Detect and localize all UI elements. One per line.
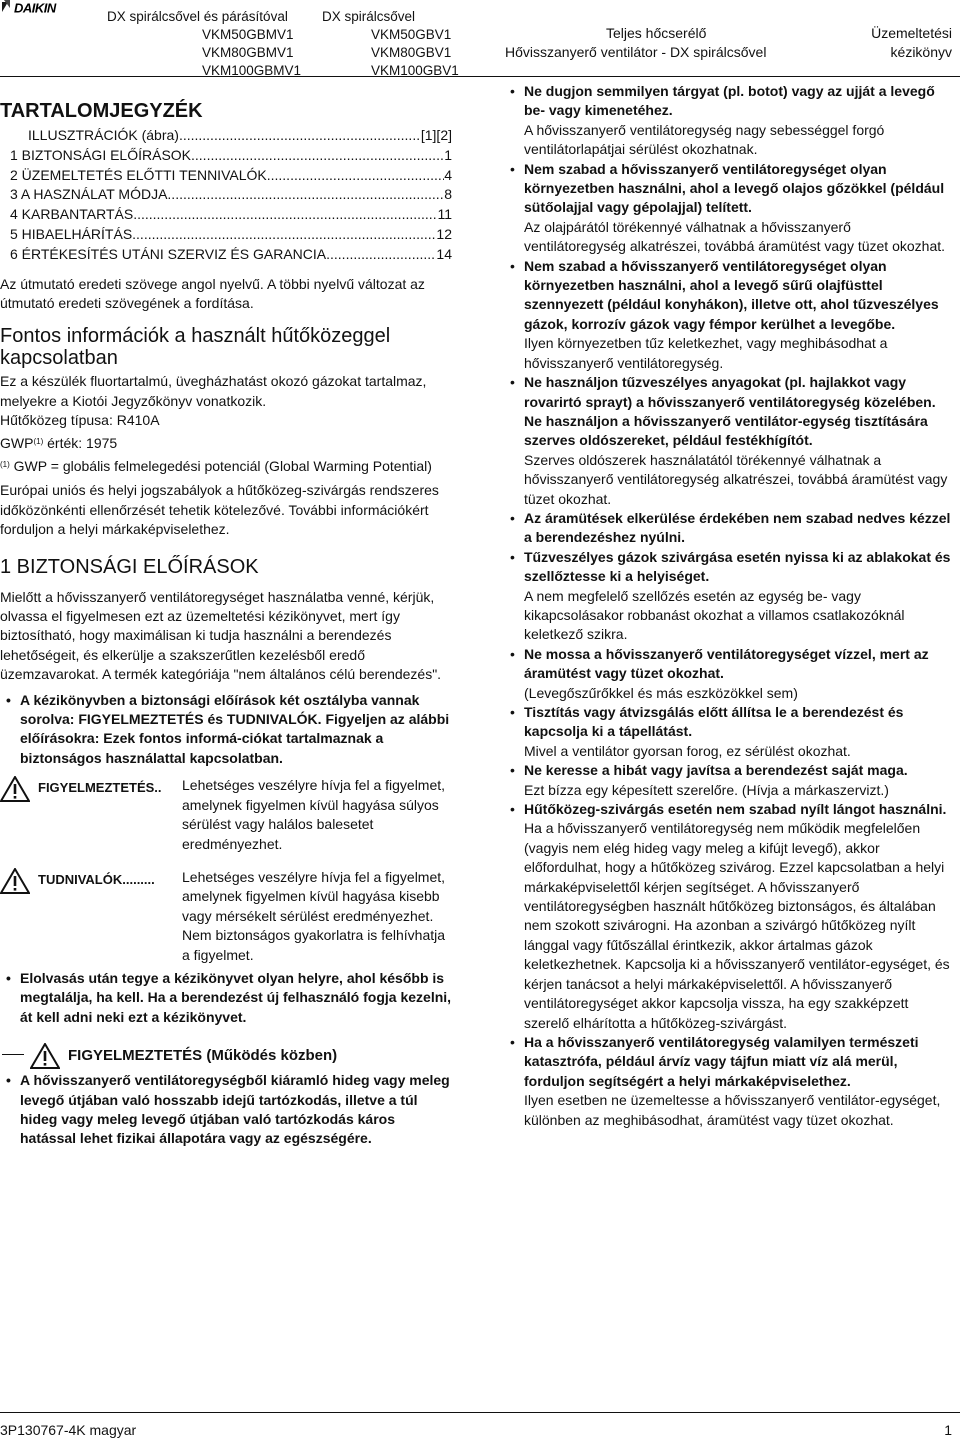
header-col1-model: VKM80GBMV1 — [202, 45, 294, 60]
toc-item[interactable]: 4 KARBANTARTÁS ..... 11 — [0, 205, 452, 225]
toc-item[interactable]: 5 HIBAELHÁRÍTÁS ..... 12 — [0, 225, 452, 245]
toc-item[interactable]: 1 BIZTONSÁGI ELŐÍRÁSOK ..... 1 — [0, 146, 452, 166]
header-col1-model: VKM50GBMV1 — [202, 27, 294, 42]
header-col2-title: DX spirálcsővel — [322, 9, 416, 24]
header-manual-line1: Üzemeltetési — [871, 25, 952, 41]
airflow-warning-bullet: • A hővisszanyerő ventilátoregységből kiáramló hideg vagy meleg levegő útjában való hosszabb idejű tartózkodás, illetve a túl hideg vagy meleg levegő útjában való tartózkodás káros hatással lehet fizikai állapotára vagy az egészségére. — [0, 1071, 452, 1149]
header-manual-line2: kézikönyv — [890, 44, 952, 60]
toc-item[interactable]: 3 A HASZNÁLAT MÓDJA ..... 8 — [0, 185, 452, 205]
operation-warning-title: FIGYELMEZTETÉS (Működés közben) — [68, 1047, 338, 1065]
regulation-note: Európai uniós és helyi jogszabályok a hűtőközeg-szivárgás rendszeres időközönkénti ellenőrzését tehetik kötelezővé. További információkért forduljon a helyi márkaképviselethez. — [0, 482, 439, 538]
caution-text: Lehetséges veszélyre hívja fel a figyelmet, amelynek figyelmen kívül hagyása kisebb vagy mérsékelt sérülést eredményezhet. Nem biztonságos gyakorlatra is felhívhatja a figyelmet. — [182, 868, 446, 963]
safety-item: • Ne mossa a hővisszanyerő ventilátoregységet vízzel, mert az áramütést vagy tüzet okozhat. (Levegőszűrőkkel és más eszközökkel sem) — [504, 645, 954, 703]
header-col1-title: DX spirálcsővel és párásítóval — [107, 9, 288, 24]
svg-text:DAIKIN: DAIKIN — [14, 0, 56, 16]
safety-item: • Hűtőközeg-szivárgás esetén nem szabad nyílt lángot használni. Ha a hővisszanyerő ventilátoregység nem működik megfelelően (vagyis nem elég hideg vagy meleg a kifújt levegő), akkor előfordulhat, hogy a hűtőközeg szivárog. Ezzel kapcsolatban a helyi márkaképviselettől kérjen segítséget. A hővisszanyerő ventilátoregységben használt hűtőközeg biztonságos, és általában nem szokott szivárogni. Ha azonban a szivárgó hűtőközeg nyílt lánggal vagy fűtőszállal érintkezik, akkor ártalmas gázok keletkezhetnek. Kapcsolja ki a hővisszanyerő ventilátor-egységet, és kérjen tanácsot a helyi márkaképviselettől. A hővisszanyerő ventilátoregységet akkor kapcsolja vissza, ha egy szakképzett szerelő elhárította a hűtőközeg-szivárgást. — [504, 800, 954, 1033]
safety-item: • Nem szabad a hővisszanyerő ventilátoregységet olyan környezetben használni, ahol a levegő olajos gőzökkel (például sütőolajjal vagy gépolajjal) telített. Az olajpárától törékennyé válhatnak a hővisszanyerő ventilátoregység alkatrészei, továbbá áramütést vagy tüzet okozhat. — [504, 160, 954, 257]
warning-triangle-icon — [0, 776, 30, 802]
header-col2-model: VKM80GBV1 — [371, 45, 452, 60]
section-1-intro: Mielőtt a hővisszanyerő ventilátoregységet használatba venné, kérjük, olvassa el figyelmesen ezt az üzemeltetési kézikönyvet, mert így biztosítható, hogy maximálisan ki tudja használni a berendezés lehetőségeit, és elkerülje a szakszerűtlen kezelésből eredő üzemzavarokat. A termék kategóriája "nem általános célú berendezés". — [0, 588, 442, 683]
safety-item: • Az áramütések elkerülése érdekében nem szabad nedves kézzel a berendezéshez nyúlni. — [504, 509, 954, 548]
toc-item[interactable]: ILLUSZTRÁCIÓK (ábra) ..... [1][2] — [0, 126, 452, 146]
footer-divider — [0, 1412, 960, 1413]
toc-item[interactable]: 2 ÜZEMELTETÉS ELŐTTI TENNIVALÓK ..... 4 — [0, 166, 452, 186]
safety-item: • Nem szabad a hővisszanyerő ventilátoregységet olyan környezetben használni, ahol a levegő sűrű olajfüsttel szennyezett (például konyhákon), illetve ott, ahol tűzveszélyes gázok, korrozív gázok vagy fémpor kerülhet a levegőbe. Ilyen környezetben tűz keletkezhet, vagy meghibásodhat a hővisszanyerő ventilátoregység. — [504, 257, 954, 373]
header-col2-model: VKM50GBV1 — [371, 27, 452, 42]
header-model-block-1 — [107, 8, 301, 80]
toc-item[interactable]: 6 ÉRTÉKESÍTÉS UTÁNI SZERVIZ ÉS GARANCIA ..... 14 — [0, 245, 452, 265]
safety-item: • Ne dugjon semmilyen tárgyat (pl. botot) vagy az ujját a levegő be- vagy kimenetéhez. A hővisszanyerő ventilátoregység nagy sebességgel forgó ventilátorlapátjai sérülést okozhatnak. — [504, 82, 954, 160]
safety-item: • Tűzveszélyes gázok szivárgása esetén nyissa ki az ablakokat és szellőztesse ki a helyiséget. A nem megfelelő szellőzés esetén az egység be- vagy kikapcsolásakor robbanást okozhat a villamos csatlakozóknál keletkező szikra. — [504, 548, 954, 645]
toc-title: TARTALOMJEGYZÉK — [0, 100, 203, 122]
left-column — [0, 100, 452, 1149]
caution-label: TUDNIVALÓK......... — [38, 871, 155, 887]
gwp-value: GWP$^{(1)}$ érték: 1975 — [0, 434, 118, 451]
header-manual-type — [871, 24, 952, 62]
daikin-logo-icon — [2, 0, 70, 16]
header-divider — [0, 76, 960, 77]
safety-item: • Ne keresse a hibát vagy javítsa a berendezést saját maga. Ezt bízza egy képesített szerelőre. (Hívja a márkaszervizt.) — [504, 761, 954, 800]
gwp-footnote: $^{(1)}$ GWP = globális felmelegedési potenciál (Global Warming Potential) — [0, 458, 432, 475]
safety-item: • Ne használjon tűzveszélyes anyagokat (pl. hajlakkot vagy rovarirtó sprayt) a hővisszanyerő ventilátoregység közelében. Ne használjon a hővisszanyerő ventilátor-egység tisztítására szerves oldószereket, például festékhígítót. Szerves oldószerek használatától törékennyé válhatnak a hővisszanyerő ventilátoregység alkatrészei, továbbá áramütést vagy tüzet okozhat. — [504, 373, 954, 509]
daikin-logo — [2, 0, 70, 16]
refrigerant-info-text: Ez a készülék fluortartalmú, üvegházhatást okozó gázokat tartalmaz, melyekre a Kiotói Jegyzőkönyv vonatkozik. — [0, 373, 427, 409]
translation-note: Az útmutató eredeti szövege angol nyelvű. A többi nyelvű változat az útmutató eredeti szövegének a fordítása. — [0, 275, 425, 311]
safety-item: • Tisztítás vagy átvizsgálás előtt állítsa le a berendezést és kapcsolja ki a tápellátást. Mivel a ventilátor gyorsan forog, ez sérülést okozhat. — [504, 703, 954, 761]
header-col2-model: VKM100GBV1 — [371, 63, 459, 78]
header-product-title — [505, 24, 766, 62]
safety-item: • Ha a hővisszanyerő ventilátoregység valamilyen természeti katasztrófa, például árvíz vagy tájfun miatt víz alá merül, forduljon segítségért a helyi márkaképviselethez. Ilyen esetben ne üzemeltesse a hővisszanyerő ventilátor-egységet, különben az meghibásodhat, áramütést vagy tüzet okozhat. — [504, 1033, 954, 1130]
refrigerant-type: Hűtőközeg típusa: R410A — [0, 412, 160, 429]
caution-triangle-icon — [0, 868, 30, 894]
safety-class-bullet: • A kézikönyvben a biztonsági előírások két osztályba vannak sorolva: FIGYELMEZTETÉS és TUDNIVALÓK. Figyeljen az alábbi előírásokra: Ezek fontos informá-ciókat tartalmaznak a biztonságos használattal kapcsolatban. — [0, 691, 452, 769]
warning-text: Lehetséges veszélyre hívja fel a figyelmet, amelynek figyelmen kívül hagyása súlyos sérülést vagy halálos balesetet eredményezhet. — [182, 777, 446, 852]
refrigerant-info-heading: Fontos információk a használt hűtőközeggel kapcsolatban — [0, 325, 391, 370]
document-code: 3P130767-4K magyar — [0, 1422, 137, 1438]
operation-warning-heading — [0, 1043, 452, 1069]
warning-triangle-icon — [30, 1043, 60, 1069]
header-product-line2: Hővisszanyerő ventilátor - DX spirálcsővel — [505, 44, 767, 60]
header-model-block-2 — [322, 8, 459, 80]
warning-label: FIGYELMEZTETÉS.. — [38, 780, 162, 796]
header-product-line1: Teljes hőcserélő — [606, 25, 707, 41]
warning-definition — [0, 776, 452, 854]
heading-rule — [2, 1054, 24, 1055]
keep-manual-bullet: • Elolvasás után tegye a kézikönyvet olyan helyre, ahol később is megtalálja, ha kell. Ha a berendezést új felhasználó fogja kezelni, át kell adni neki ezt a kézikönyvet. — [0, 969, 452, 1027]
page-number: 1 — [944, 1422, 952, 1438]
section-1-title: 1 BIZTONSÁGI ELŐÍRÁSOK — [0, 555, 259, 578]
table-of-contents — [0, 126, 452, 265]
caution-definition — [0, 868, 452, 965]
right-column — [504, 82, 954, 1130]
header-col1-model: VKM100GBMV1 — [202, 63, 302, 78]
page-header — [0, 0, 960, 76]
